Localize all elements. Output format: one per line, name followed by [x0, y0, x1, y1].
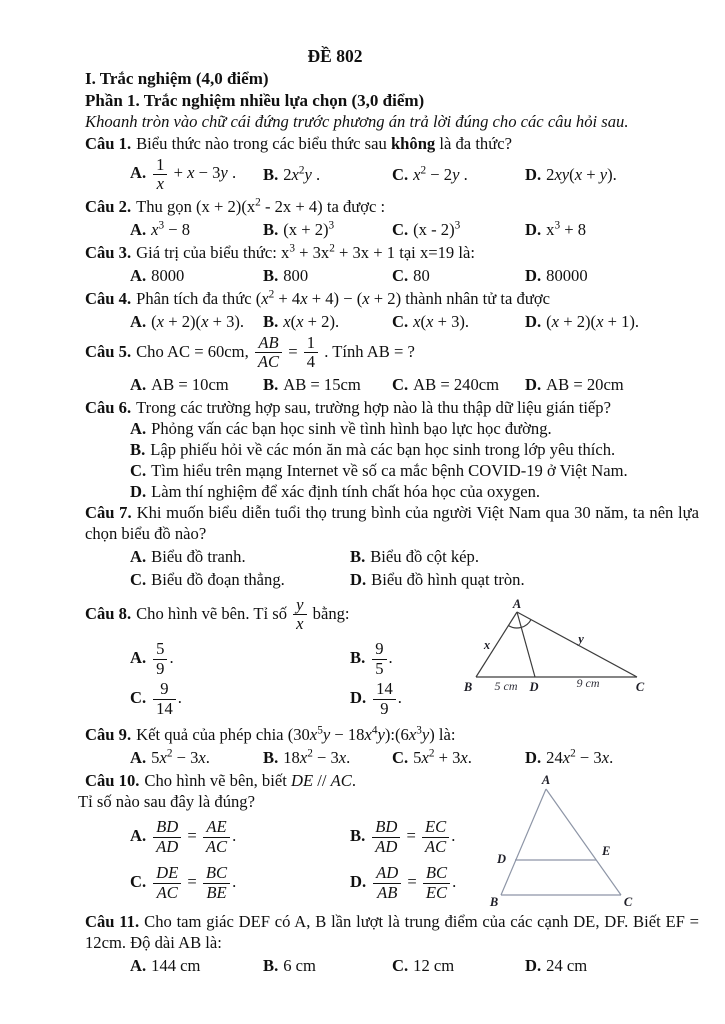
question-10-option-c: C. $\frac{DE}{AC}$ = $\frac{BC}{BE}$ .	[130, 863, 237, 903]
question-6-text: Trong các trường hợp sau, trường hợp nào là thu thập dữ liệu gián tiếp?	[136, 397, 611, 417]
question-7-option-a: A. Biểu đồ tranh.	[130, 546, 246, 566]
question-4-text: Phân tích đa thức $(x^2 + 4x + 4) - (x + 2)$ thành nhân tử ta được	[136, 288, 550, 308]
question-6-options	[130, 418, 699, 502]
question-1-option-a: A. $\frac{1}{x}$ + x − 3y .	[130, 154, 237, 194]
question-9-options	[130, 747, 699, 768]
side-y-label: y	[578, 631, 584, 646]
question-2-option-b: B. $(x + 2)^3$	[263, 219, 335, 239]
vertex-c-label: C	[635, 679, 645, 694]
question-5-option-c: C. AB = 240cm	[392, 374, 500, 394]
question-8-option-a: A. $\frac{5}{9}$ .	[130, 638, 174, 678]
q8-triangle-figure	[448, 598, 653, 698]
question-9-option-d: D. $24x^2 - 3x$.	[525, 747, 614, 768]
question-9-option-c: C. $5x^2 + 3x$.	[392, 747, 472, 768]
question-8	[85, 596, 699, 718]
question-9-label: Câu 9.	[85, 725, 132, 745]
question-8-stem	[85, 596, 457, 634]
instruction-line: Khoanh tròn vào chữ cái đứng trước phương án trả lời đúng cho các câu hỏi sau.	[85, 112, 629, 131]
question-8-option-d: D. $\frac{14}{9}$ .	[350, 679, 402, 718]
question-3-option-d: D. 80000	[525, 265, 588, 285]
question-2-option-d: D. $x^3 + 8$	[525, 219, 587, 239]
question-5-option-b: B. AB = 15cm	[263, 374, 361, 394]
question-1-text: Biểu thức nào trong các biểu thức sau không là đa thức?	[136, 133, 512, 153]
question-9-stem	[85, 724, 699, 745]
question-2-options	[130, 219, 699, 240]
question-8-text: Cho hình vẽ bên. Tỉ số $\frac{y}{x}$ bằng:	[136, 594, 350, 634]
question-11-option-a: A. 144 cm	[130, 955, 201, 975]
question-10-option-a: A. $\frac{BD}{AD}$ = $\frac{AE}{AC}$ .	[130, 817, 237, 856]
question-8-label: Câu 8.	[85, 603, 132, 623]
question-6	[85, 397, 699, 502]
question-2-stem	[85, 196, 699, 217]
question-11-option-d: D. 24 cm	[525, 955, 588, 975]
vertex-b-label: B	[463, 679, 473, 694]
question-8-option-b: B. $\frac{9}{5}$ .	[350, 638, 393, 678]
question-5-options	[130, 374, 699, 395]
q10-triangle-figure	[483, 774, 648, 914]
question-11-label: Câu 11.	[85, 911, 140, 931]
side-x-label: x	[483, 637, 491, 652]
question-8-option-c: C. $\frac{9}{14}$ .	[130, 679, 182, 718]
question-7-options-row-1	[130, 546, 699, 567]
point-e-label: E	[602, 844, 611, 859]
question-7-option-b: B. Biểu đồ cột kép.	[350, 546, 479, 566]
question-3-option-b: B. 800	[263, 265, 309, 285]
question-10	[78, 770, 699, 910]
exam-title: ĐỀ 802	[307, 46, 363, 66]
question-3-stem	[85, 242, 699, 263]
question-10-stem-line-2	[78, 791, 450, 812]
question-11-option-c: C. 12 cm	[392, 955, 455, 975]
question-2-label: Câu 2.	[85, 196, 132, 216]
exam-content	[0, 67, 725, 976]
question-7-label: Câu 7.	[85, 502, 132, 522]
question-11	[85, 911, 699, 976]
question-1-stem	[85, 133, 699, 154]
part-heading: Phần 1. Trắc nghiệm nhiều lựa chọn (3,0 điểm)	[85, 90, 425, 110]
question-11-stem	[85, 911, 699, 953]
section-heading: I. Trắc nghiệm (4,0 điểm)	[85, 69, 269, 88]
question-1	[85, 133, 699, 194]
question-4-option-c: C. x(x + 3).	[392, 311, 470, 331]
question-4-option-d: D. (x + 2)(x + 1).	[525, 311, 640, 331]
question-10-label: Câu 10.	[85, 771, 140, 791]
question-7-stem	[85, 502, 699, 544]
vertex-a-label: A	[541, 774, 551, 788]
question-4-option-a: A. (x + 2)(x + 3).	[130, 311, 245, 331]
vertex-c-label: C	[623, 895, 633, 910]
question-1-option-c: C. $x^2 - 2y$ .	[392, 164, 468, 185]
question-9-text: Kết quả của phép chia ($30x^5y$ − $18x^4y):(6x^3y)$ là:	[136, 724, 456, 745]
question-1-options	[130, 156, 699, 194]
question-9-option-a: A. $5x^2 - 3x$.	[130, 747, 210, 768]
question-3-options	[130, 265, 699, 286]
question-11-options	[130, 955, 699, 976]
question-1-option-b: B. $2x^2y$ .	[263, 164, 321, 185]
question-6-option-a: A. Phỏng vấn các bạn học sinh về tình hình bạo lực học đường.	[130, 418, 552, 438]
question-4-option-b: B. x(x + 2).	[263, 311, 340, 331]
question-4-options	[130, 311, 699, 332]
question-1-label: Câu 1.	[85, 133, 132, 153]
question-5-stem	[85, 334, 699, 372]
question-9	[85, 724, 699, 768]
question-2-option-a: A. $x^3 - 8$	[130, 219, 191, 239]
segment-dc-length: 9 cm	[576, 675, 600, 690]
question-9-option-b: B. $18x^2 - 3x$.	[263, 747, 351, 768]
question-3-option-c: C. 80	[392, 265, 430, 285]
question-5-label: Câu 5.	[85, 341, 132, 361]
question-4-stem	[85, 288, 699, 309]
question-3	[85, 242, 699, 286]
question-10-stem	[85, 770, 457, 791]
question-3-label: Câu 3.	[85, 242, 132, 262]
question-3-text: Giá trị của biểu thức: $x^3 + 3x^2 + 3x + 1$ tại x=19 là:	[136, 242, 475, 262]
point-d-label: D	[529, 679, 539, 694]
question-7	[85, 502, 699, 590]
question-11-option-b: B. 6 cm	[263, 955, 316, 975]
question-6-option-b: B. Lập phiếu hỏi về các món ăn mà các bạn học sinh trong lớp yêu thích.	[130, 439, 616, 459]
question-10-text-line-2: Tỉ số nào sau đây là đúng?	[78, 792, 255, 812]
point-d-label: D	[496, 852, 506, 867]
question-6-option-d: D. Làm thí nghiệm để xác định tính chất hóa học của oxygen.	[130, 481, 541, 501]
question-5	[85, 334, 699, 395]
question-7-text: Khi muốn biểu diễn tuổi thọ trung bình của người Việt Nam qua 30 năm, ta nên lựa chọn biểu đồ nào?	[85, 502, 699, 543]
question-7-options-row-2	[130, 569, 699, 590]
question-10-option-b: B. $\frac{BD}{AD}$ = $\frac{EC}{AC}$ .	[350, 817, 456, 856]
question-4	[85, 288, 699, 332]
question-6-label: Câu 6.	[85, 397, 132, 417]
question-5-option-d: D. AB = 20cm	[525, 374, 624, 394]
question-7-option-c: C. Biểu đồ đoạn thẳng.	[130, 569, 285, 589]
question-4-label: Câu 4.	[85, 288, 132, 308]
question-3-option-a: A. 8000	[130, 265, 185, 285]
question-2-text: Thu gọn $(x + 2)(x^2 - 2x + 4)$ ta được :	[136, 196, 386, 216]
question-2	[85, 196, 699, 240]
question-7-option-d: D. Biểu đồ hình quạt tròn.	[350, 569, 525, 589]
question-1-option-d: D. 2xy(x + y).	[525, 165, 617, 185]
vertex-b-label: B	[489, 895, 499, 910]
segment-bd-length: 5 cm	[494, 678, 518, 693]
question-6-option-c: C. Tìm hiểu trên mạng Internet về số ca mắc bệnh COVID-19 ở Việt Nam.	[130, 460, 628, 480]
vertex-a-label: A	[512, 597, 522, 611]
question-10-text-line-1: Cho hình vẽ bên, biết DE // AC.	[144, 771, 356, 791]
question-10-option-d: D. $\frac{AD}{AB}$ = $\frac{BC}{EC}$ .	[350, 863, 457, 903]
question-2-option-c: C. (x - 2)$^3$	[392, 219, 461, 239]
question-6-stem	[85, 397, 699, 418]
question-11-text: Cho tam giác DEF có A, B lần lượt là trung điểm của các cạnh DE, DF. Biết EF = 12cm. Độ dài AB là:	[85, 911, 699, 952]
question-5-option-a: A. AB = 10cm	[130, 374, 229, 394]
question-5-text: Cho AC = 60cm, $\frac{AB}{AC}$ = $\frac{1}{4}$ . Tính AB = ?	[136, 332, 415, 372]
